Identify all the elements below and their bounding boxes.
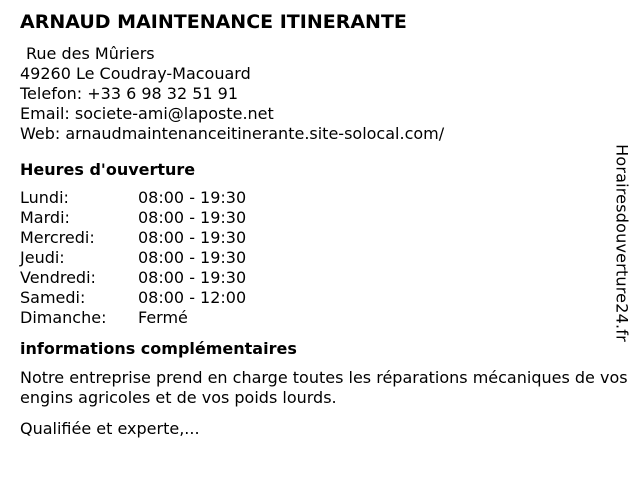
hours-title: Heures d'ouverture xyxy=(20,160,196,179)
day-label: Vendredi: xyxy=(20,268,96,287)
time-value: 08:00 - 19:30 xyxy=(138,228,247,247)
time-value: 08:00 - 19:30 xyxy=(138,188,247,207)
hours-row xyxy=(20,248,632,268)
hours-row xyxy=(20,268,632,288)
extra-description: Qualifiée et experte,... xyxy=(20,419,200,438)
day-label: Mardi: xyxy=(20,208,70,227)
description: Notre entreprise prend en charge toutes les réparations mécaniques de vos engins agricoles et de vos poids lourds. xyxy=(20,368,628,407)
time-value: 08:00 - 19:30 xyxy=(138,268,247,287)
day-label: Lundi: xyxy=(20,188,69,207)
business-name: ARNAUD MAINTENANCE ITINERANTE xyxy=(20,11,407,33)
hours-row xyxy=(20,288,632,308)
street-address: Rue des Mûriers xyxy=(26,44,155,63)
hours-row xyxy=(20,208,632,228)
site-watermark: Horairesdouverture24.fr xyxy=(612,144,632,342)
city-postal: 49260 Le Coudray-Macouard xyxy=(20,64,251,83)
phone-line: Telefon: +33 6 98 32 51 91 xyxy=(20,84,239,103)
info-title: informations complémentaires xyxy=(20,339,297,358)
time-value: 08:00 - 19:30 xyxy=(138,248,247,267)
day-label: Dimanche: xyxy=(20,308,107,327)
hours-row xyxy=(20,228,632,248)
hours-row xyxy=(20,188,632,208)
email-line: Email: societe-ami@laposte.net xyxy=(20,104,274,123)
address-block xyxy=(20,44,632,144)
hours-table xyxy=(20,188,632,328)
web-line: Web: arnaudmaintenanceitinerante.site-solocal.com/ xyxy=(20,124,445,143)
day-label: Samedi: xyxy=(20,288,86,307)
time-value: 08:00 - 12:00 xyxy=(138,288,247,307)
time-value: Fermé xyxy=(138,308,188,327)
day-label: Mercredi: xyxy=(20,228,95,247)
business-card xyxy=(20,10,632,439)
day-label: Jeudi: xyxy=(20,248,65,267)
time-value: 08:00 - 19:30 xyxy=(138,208,247,227)
hours-row xyxy=(20,308,632,328)
